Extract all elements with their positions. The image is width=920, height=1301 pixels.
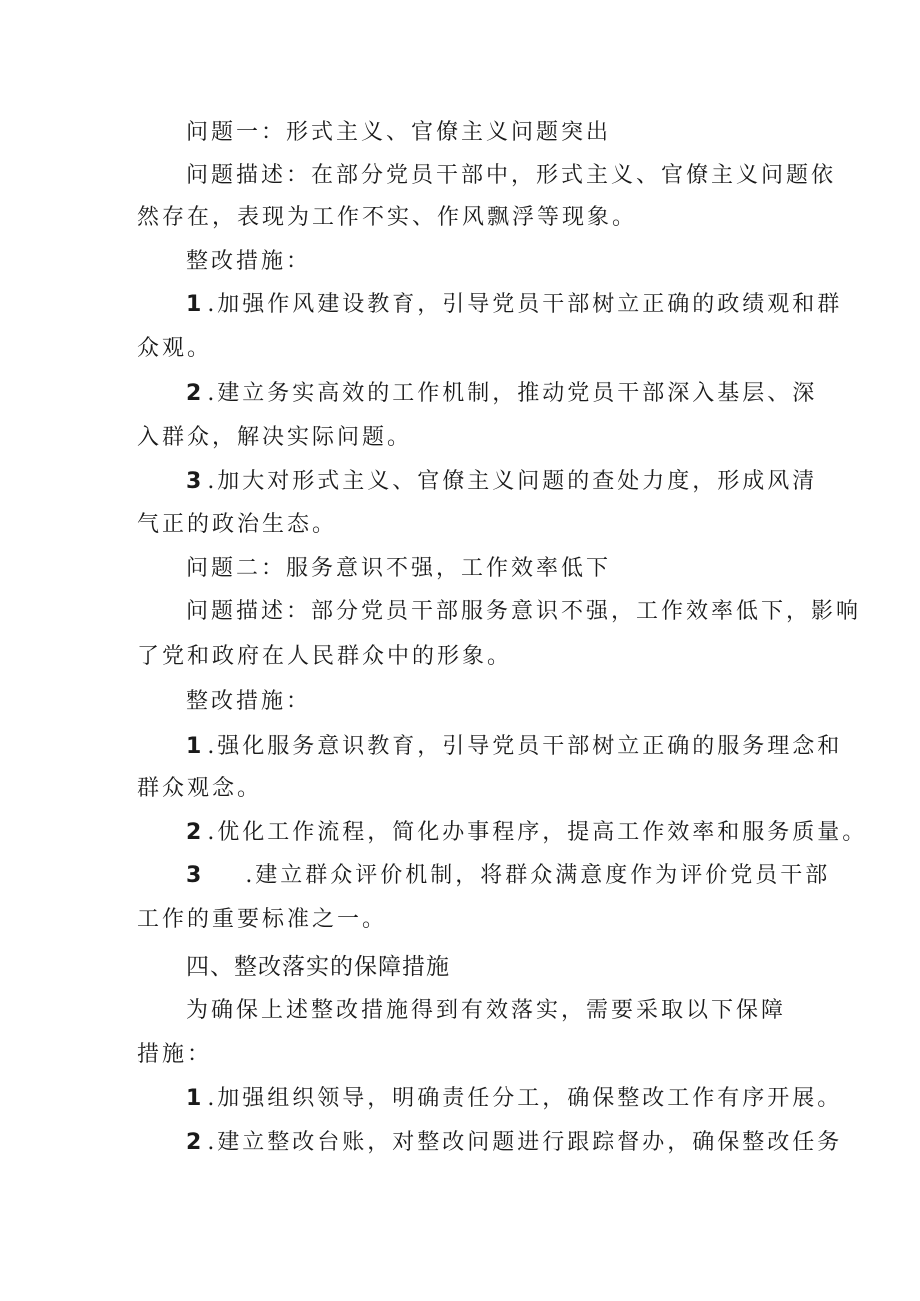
problem-one-title: 问题一：形式主义、官僚主义问题突出: [186, 120, 612, 145]
section-four-intro: 为确保上述整改措施得到有效落实，需要采取以下保障: [186, 998, 787, 1023]
problem-one-description-cont: 然存在，表现为工作不实、作风飘浮等现象。: [137, 205, 638, 230]
problem-two-description-cont: 了党和政府在人民群众中的形象。: [137, 644, 513, 669]
problem-two-title: 问题二：服务意识不强，工作效率低下: [186, 556, 612, 581]
safeguard-1: 1 .加强组织领导，明确责任分工，确保整改工作有序开展。: [186, 1086, 843, 1111]
measure-2-2: 2 .优化工作流程，简化办事程序，提高工作效率和服务质量。: [186, 820, 868, 845]
measure-1-2-cont: 入群众，解决实际问题。: [137, 425, 413, 450]
measure-1-3-cont: 气正的政治生态。: [137, 512, 338, 537]
measure-2-3: 3 .建立群众评价机制，将群众满意度作为评价党员干部: [186, 863, 831, 888]
measure-2-1-cont: 群众观念。: [137, 776, 263, 801]
problem-one-description: 问题描述：在部分党员干部中，形式主义、官僚主义问题依: [186, 163, 837, 188]
section-four-heading: 四、整改落实的保障措施: [186, 954, 450, 980]
measure-2-1: 1 .强化服务意识教育，引导党员干部树立正确的服务理念和: [186, 734, 843, 759]
safeguard-2: 2 .建立整改台账，对整改问题进行跟踪督办，确保整改任务: [186, 1130, 843, 1155]
measures-label-one: 整改措施：: [186, 249, 312, 274]
section-four-intro-cont: 措施：: [137, 1042, 213, 1067]
measure-2-3-cont: 工作的重要标准之一。: [137, 907, 388, 932]
measure-1-2: 2 .建立务实高效的工作机制，推动党员干部深入基层、深: [186, 381, 818, 406]
measure-1-1-cont: 众观。: [137, 336, 213, 361]
problem-two-description: 问题描述：部分党员干部服务意识不强，工作效率低下，影响: [186, 599, 862, 624]
measure-1-3: 3 .加大对形式主义、官僚主义问题的查处力度，形成风清: [186, 469, 818, 494]
measures-label-two: 整改措施：: [186, 689, 312, 714]
measure-1-1: 1 .加强作风建设教育，引导党员干部树立正确的政绩观和群: [186, 292, 843, 317]
